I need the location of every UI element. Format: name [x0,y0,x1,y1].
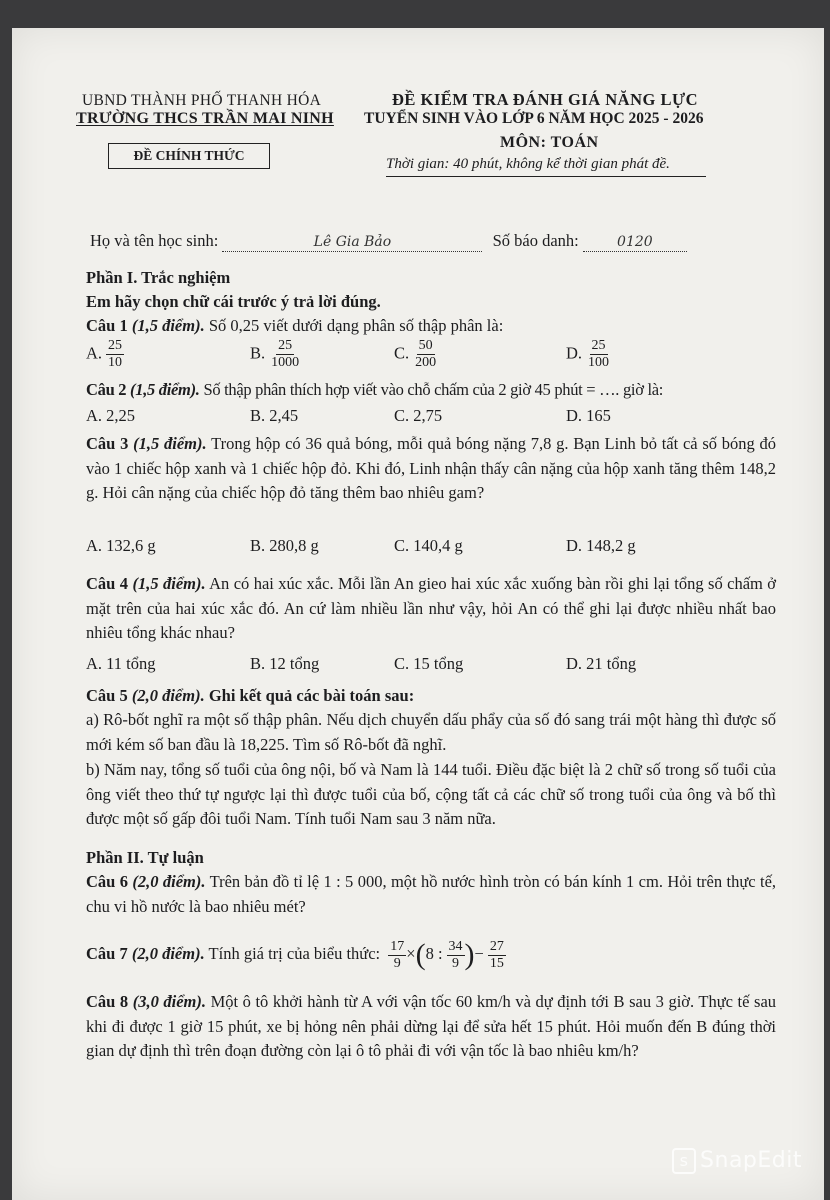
q2-points: (1,5 điểm). [130,380,200,399]
q6-points: (2,0 điểm). [132,872,206,891]
watermark-text: SnapEdit [700,1148,802,1173]
q1-option-c: C. $\frac{50}{200}$ [394,338,437,370]
subject-title: MÔN: TOÁN [500,134,599,151]
q6-text: Trên bản đồ tỉ lệ 1 : 5 000, một hồ nước hình tròn có bán kính 1 cm. Hỏi trên thực tế, chu vi hồ nước là bao nhiêu mét? [86,872,777,916]
q7-minus: − [474,944,484,963]
official-badge: ĐỀ CHÍNH THỨC [108,143,270,169]
question-7 [86,934,776,978]
q2-option-b: B. 2,45 [250,406,299,425]
authority-name: UBND THÀNH PHỐ THANH HÓA [82,92,322,109]
q3-option-c: C. 140,4 g [394,536,463,555]
q8-points: (3,0 điểm). [132,992,207,1011]
question-8 [86,990,776,1064]
q5-text: Ghi kết quả các bài toán sau: [208,686,415,705]
q7-mid: 8 : [425,944,443,963]
q3-text: Trong hộp có 36 quả bóng, mỗi quả bóng nặng 7,8 g. Bạn Linh bỏ tất cả số bóng đó vào 1 chiếc hộp xanh và 1 chiếc hộp đỏ. Khi đó, Linh nhận thấy cân nặng của hộp xanh tăng thêm 148,2 g. Hỏi cân nặng của chiếc hộp đỏ tăng thêm bao nhiêu gam? [86,434,777,502]
q3-option-d: D. 148,2 g [566,536,636,555]
q5-part-a: a) Rô-bốt nghĩ ra một số thập phân. Nếu dịch chuyển dấu phẩy của số đó sang trái một hàng thì được số mới kém số ban đầu là 18,225. Tìm số Rô-bốt đã nghĩ. [86,710,776,754]
q8-text: Một ô tô khởi hành từ A với vận tốc 60 km/h và dự định tới B sau 3 giờ. Thực tế sau khi đi được 1 giờ 15 phút, xe bị hỏng nên phải dừng lại để sửa hết 15 phút. Hỏi muốn đến B đúng thời gian dự định thì trên đoạn đường còn lại ô tô phải đi với vận tốc là bao nhiêu km/h? [86,992,777,1060]
q2-option-d: D. 165 [566,406,611,425]
part1-instruction: Em hãy chọn chữ cái trước ý trả lời đúng. [86,292,381,311]
student-id-label: Số báo danh: [492,231,579,250]
question-2 [86,378,776,403]
question-5 [86,684,776,709]
q6-label: Câu 6 [86,872,128,891]
q3-points: (1,5 điểm). [133,434,207,453]
part1-title: Phần I. Trắc nghiệm [86,268,231,287]
student-name-field [222,231,482,252]
header-rule [386,176,706,177]
q4-option-b: B. 12 tổng [250,654,320,673]
q3-option-a: A. 132,6 g [86,536,156,555]
q7-expression [384,938,506,972]
q1-option-a: A. $\frac{25}{10}$ [86,338,123,370]
q2-text: Số thập phân thích hợp viết vào chỗ chấm của 2 giờ 45 phút = …. giờ là: [203,380,664,399]
q2-option-a: A. 2,25 [86,406,136,425]
q7-close-paren: ) [464,938,475,972]
q4-option-a: A. 11 tổng [86,654,156,673]
snapedit-watermark [672,1148,802,1174]
question-4 [86,572,776,646]
question-1 [86,314,776,339]
question-3 [86,432,776,506]
q8-label: Câu 8 [86,992,129,1011]
q4-label: Câu 4 [86,574,129,593]
question-6 [86,870,776,919]
q3-label: Câu 3 [86,434,129,453]
snapedit-logo-icon: s [672,1148,696,1174]
q7-fraction-3: $\frac{27}{15}$ [489,938,504,971]
q1-option-d: D. $\frac{25}{100}$ [566,338,610,370]
q1-text: Số 0,25 viết dưới dạng phân số thập phân là: [208,316,504,335]
q5-part-b: b) Năm nay, tổng số tuổi của ông nội, bố và Nam là 144 tuổi. Điều đặc biệt là 2 chữ số trong số tuổi của ông viết theo thứ tự ngược lại thì được tuổi của bố, cộng tất cả các chữ số trong tuổi của ông và bố thì được một số gấp đôi tuổi Nam. Tính tuổi Nam sau 3 năm nữa. [86,760,776,828]
q7-times: × [406,944,416,963]
q4-points: (1,5 điểm). [132,574,206,593]
student-id-field [583,231,687,252]
q7-open-paren: ( [415,938,426,972]
q5-points: (2,0 điểm). [131,686,205,705]
q2-option-c: C. 2,75 [394,406,443,425]
exam-title: ĐỀ KIỂM TRA ĐÁNH GIÁ NĂNG LỰC [392,90,699,109]
q7-points: (2,0 điểm). [131,944,205,963]
student-name-value: Lê Gia Bảo [313,234,392,250]
q1-label: Câu 1 [86,316,128,335]
exam-subtitle: TUYỂN SINH VÀO LỚP 6 NĂM HỌC 2025 - 2026 [364,110,704,127]
q7-fraction-1: $\frac{17}{9}$ [390,938,405,971]
student-id-value: 0120 [617,234,653,250]
q7-label: Câu 7 [86,944,128,963]
q4-option-c: C. 15 tổng [394,654,464,673]
q5-label: Câu 5 [86,686,128,705]
student-name-label: Họ và tên học sinh: [90,231,219,250]
student-info-line [90,231,687,252]
part2-title: Phần II. Tự luận [86,848,204,867]
time-note: Thời gian: 40 phút, không kể thời gian phát đề. [386,156,670,172]
q4-option-d: D. 21 tổng [566,654,637,673]
q7-text: Tính giá trị của biểu thức: [208,944,381,963]
q2-label: Câu 2 [86,380,127,399]
q1-option-b: B. $\frac{25}{1000}$ [250,338,300,370]
q4-text: An có hai xúc xắc. Mỗi lần An gieo hai xúc xắc xuống bàn rồi ghi lại tổng số chấm ở mặt trên của hai xúc xắc đó. An cứ làm nhiều lần như vậy, hỏi An có thể ghi lại được nhiều nhất bao nhiêu tổng khác nhau? [86,574,777,642]
q7-fraction-2: $\frac{34}{9}$ [448,938,463,971]
school-name: TRƯỜNG THCS TRẦN MAI NINH [76,110,334,127]
q1-points: (1,5 điểm). [131,316,205,335]
q3-option-b: B. 280,8 g [250,536,319,555]
exam-paper [12,28,824,1200]
